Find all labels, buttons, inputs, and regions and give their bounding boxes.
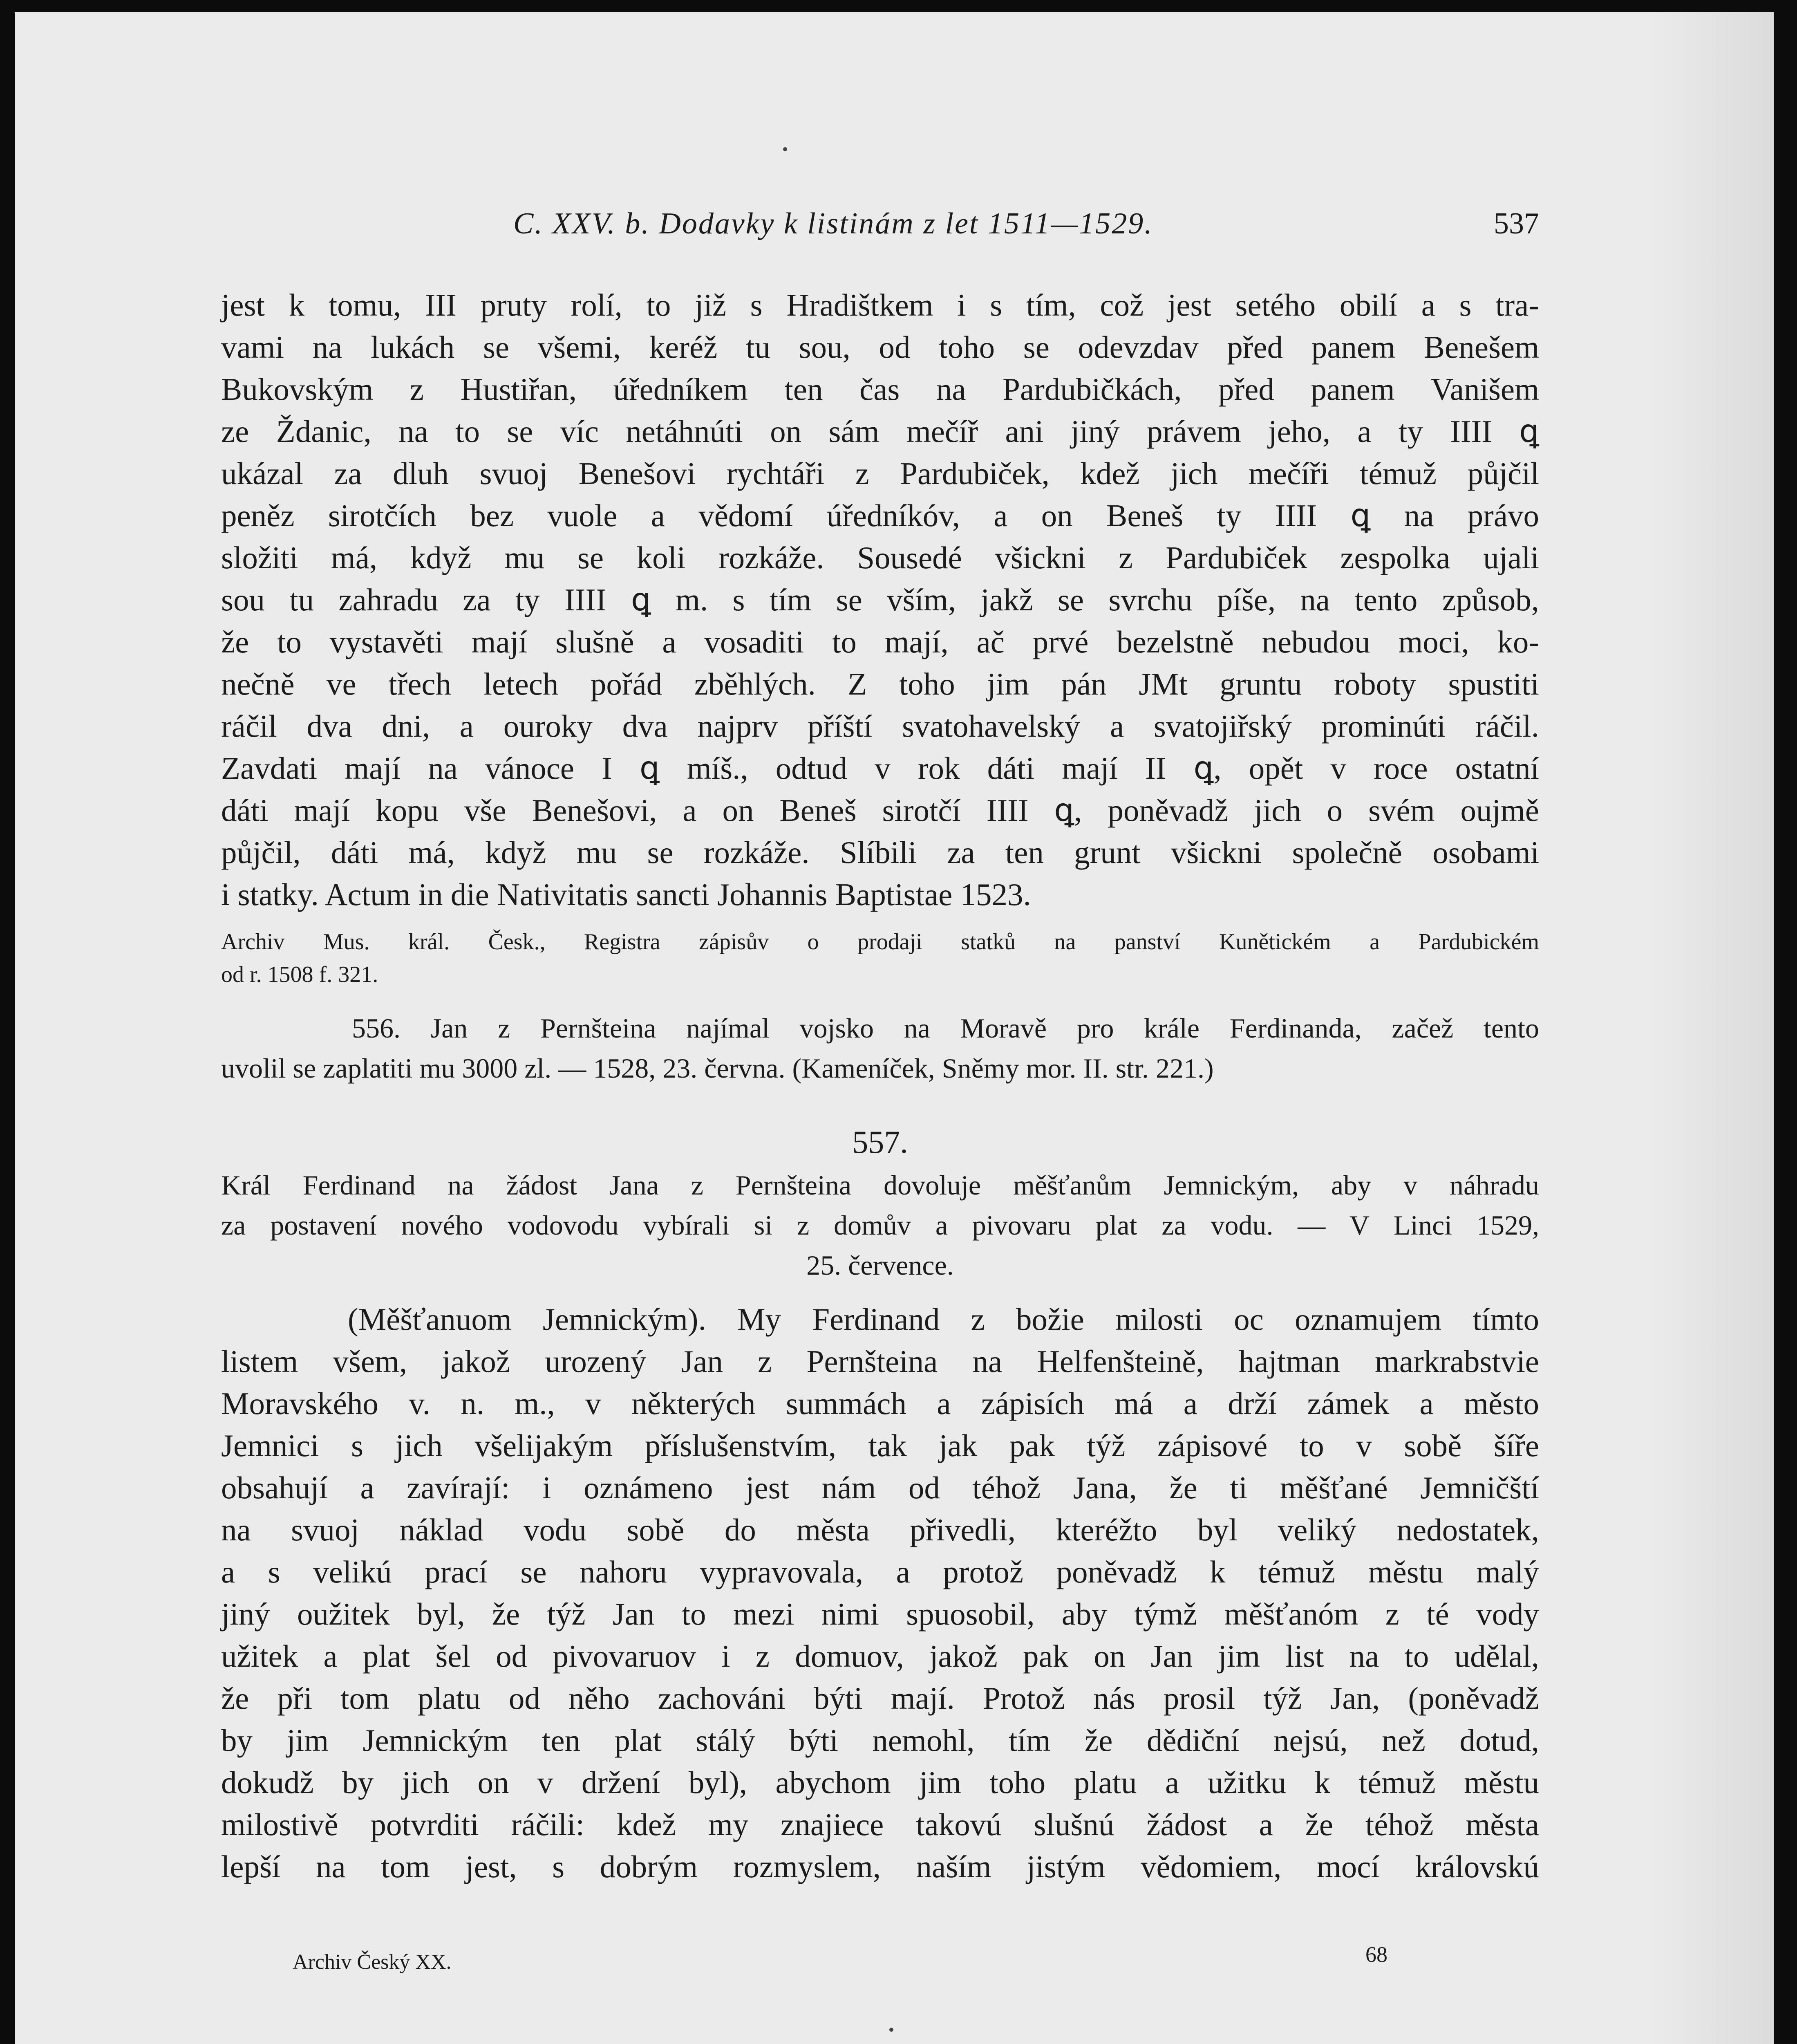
text-line: vami na lukách se všemi, keréž tu sou, od toho se odevzdav před panem Benešem bbox=[221, 329, 1539, 365]
text-line: Jemnici s jich všelijakým příslušenstvím, tak jak pak týž zápisové to v sobě šíře bbox=[221, 1428, 1539, 1463]
text-line: Bukovským z Hustiřan, úředníkem ten čas na Pardubičkách, před panem Vanišem bbox=[221, 372, 1539, 407]
text-line: nečně ve třech letech pořád zběhlých. Z toho jim pán JMt gruntu roboty spustiti bbox=[221, 666, 1539, 702]
text-line: dáti mají kopu vše Benešovi, a on Beneš sirotčí IIII ꝗ, poněvadž jich o svém oujmě bbox=[221, 793, 1539, 828]
print-speck bbox=[783, 147, 787, 151]
text-line: (Měšťanuom Jemnickým). My Ferdinand z božie milosti oc oznamujem tímto bbox=[348, 1302, 1539, 1337]
text-line: ze Ždanic, na to se víc netáhnúti on sám mečíř ani jiný právem jeho, a ty IIII ꝗ bbox=[221, 414, 1539, 449]
text-line: jiný oužitek byl, že týž Jan to mezi nimi spuosobil, aby týmž měšťanóm z té vody bbox=[221, 1596, 1539, 1632]
text-line: Moravského v. n. m., v některých summách a zápisích má a drží zámek a město bbox=[221, 1386, 1539, 1421]
sheet-number: 68 bbox=[1365, 1942, 1387, 1967]
text-line: i statky. Actum in die Nativitatis sancti Johannis Baptistae 1523. bbox=[221, 877, 1031, 912]
text-line: lepší na tom jest, s dobrým rozmyslem, naším jistým vědomiem, mocí královskú bbox=[221, 1849, 1539, 1884]
text-line: sou tu zahradu za ty IIII ꝗ m. s tím se vším, jakž se svrchu píše, na tento způsob, bbox=[221, 582, 1539, 617]
text-line: ukázal za dluh svuoj Benešovi rychtáři z Pardubiček, kdež jich mečíři témuž půjčil bbox=[221, 456, 1539, 491]
source-note bbox=[221, 926, 1539, 991]
source-line: od r. 1508 f. 321. bbox=[221, 962, 378, 987]
regest-line: za postavení nového vodovodu vybírali si z domův a pivovaru plat za vodu. — V Linci 1529, bbox=[221, 1210, 1539, 1241]
regest-557 bbox=[221, 1165, 1539, 1285]
text-line: že při tom platu od něho zachováni býti mají. Protož nás prosil týž Jan, (poněvadž bbox=[221, 1681, 1539, 1716]
print-speck bbox=[889, 2028, 893, 2032]
text-line: ráčil dva dni, a ouroky dva najprv příští svatohavelský a svatojiřský prominúti ráčil. bbox=[221, 708, 1539, 744]
document-557-text bbox=[221, 1298, 1539, 1888]
text-line: by jim Jemnickým ten plat stálý býti nemohl, tím že dědiční nejsú, než dotud, bbox=[221, 1723, 1539, 1758]
page-header bbox=[513, 198, 1539, 260]
regest-line: Král Ferdinand na žádost Jana z Pernšteina dovoluje měšťanům Jemnickým, aby v náhradu bbox=[221, 1170, 1539, 1201]
page-sheet bbox=[15, 12, 1774, 2044]
text-line: a s velikú prací se nahoru vypravovala, a protož poněvadž k témuž městu malý bbox=[221, 1554, 1539, 1589]
text-line: složiti má, když mu se koli rozkáže. Sousedé všickni z Pardubiček zespolka ujali bbox=[221, 540, 1539, 575]
text-line: že to vystavěti mají slušně a vosaditi to mají, ač prvé bezelstně nebudou moci, ko- bbox=[221, 624, 1539, 659]
text-line: peněz sirotčích bez vuole a vědomí úředníkóv, a on Beneš ty IIII ꝗ na právo bbox=[221, 498, 1539, 533]
text-line: dokudž by jich on v držení byl), abychom jim toho platu a užitku k témuž městu bbox=[221, 1765, 1539, 1800]
signature-mark: Archiv Český XX. bbox=[293, 1950, 452, 1974]
continued-paragraph bbox=[221, 284, 1539, 916]
source-line: Archiv Mus. král. Česk., Registra zápisův o prodaji statků na panství Kunětickém a Pardubickém bbox=[221, 929, 1539, 955]
regest-line: 556. Jan z Pernšteina najímal vojsko na Moravě pro krále Ferdinanda, začež tento bbox=[352, 1013, 1539, 1044]
text-line: na svuoj náklad vodu sobě do města přivedli, kteréžto byl veliký nedostatek, bbox=[221, 1512, 1539, 1547]
regest-line: 25. července. bbox=[806, 1250, 954, 1281]
running-head: C. XXV. b. Dodavky k listinám z let 1511—1529. bbox=[513, 207, 1153, 240]
text-line: listem všem, jakož urozený Jan z Pernšteina na Helfenšteině, hajtman markrabstvie bbox=[221, 1344, 1539, 1379]
document-number: 557. bbox=[852, 1124, 908, 1160]
regest-line: uvolil se zaplatiti mu 3000 zl. — 1528, 23. června. (Kameníček, Sněmy mor. II. str. 221.) bbox=[221, 1053, 1214, 1084]
text-line: Zavdati mají na vánoce I ꝗ míš., odtud v rok dáti mají II ꝗ, opět v roce ostatní bbox=[221, 751, 1539, 786]
text-line: užitek a plat šel od pivovaruov i z domuov, jakož pak on Jan jim list na to udělal, bbox=[221, 1638, 1539, 1674]
text-line: jest k tomu, III pruty rolí, to již s Hradištkem i s tím, což jest setého obilí a s tra- bbox=[221, 287, 1539, 323]
text-line: půjčil, dáti má, když mu se rozkáže. Slíbili za ten grunt všickni společně osobami bbox=[221, 835, 1539, 870]
text-line: obsahují a zavírají: i oznámeno jest nám od téhož Jana, že ti měšťané Jemničští bbox=[221, 1470, 1539, 1505]
body-text bbox=[221, 284, 1539, 1888]
text-line: milostivě potvrditi ráčili: kdež my znajiece takovú slušnú žádost a že téhož města bbox=[221, 1807, 1539, 1842]
regest-556 bbox=[221, 1008, 1539, 1088]
page-number: 537 bbox=[1494, 207, 1539, 240]
